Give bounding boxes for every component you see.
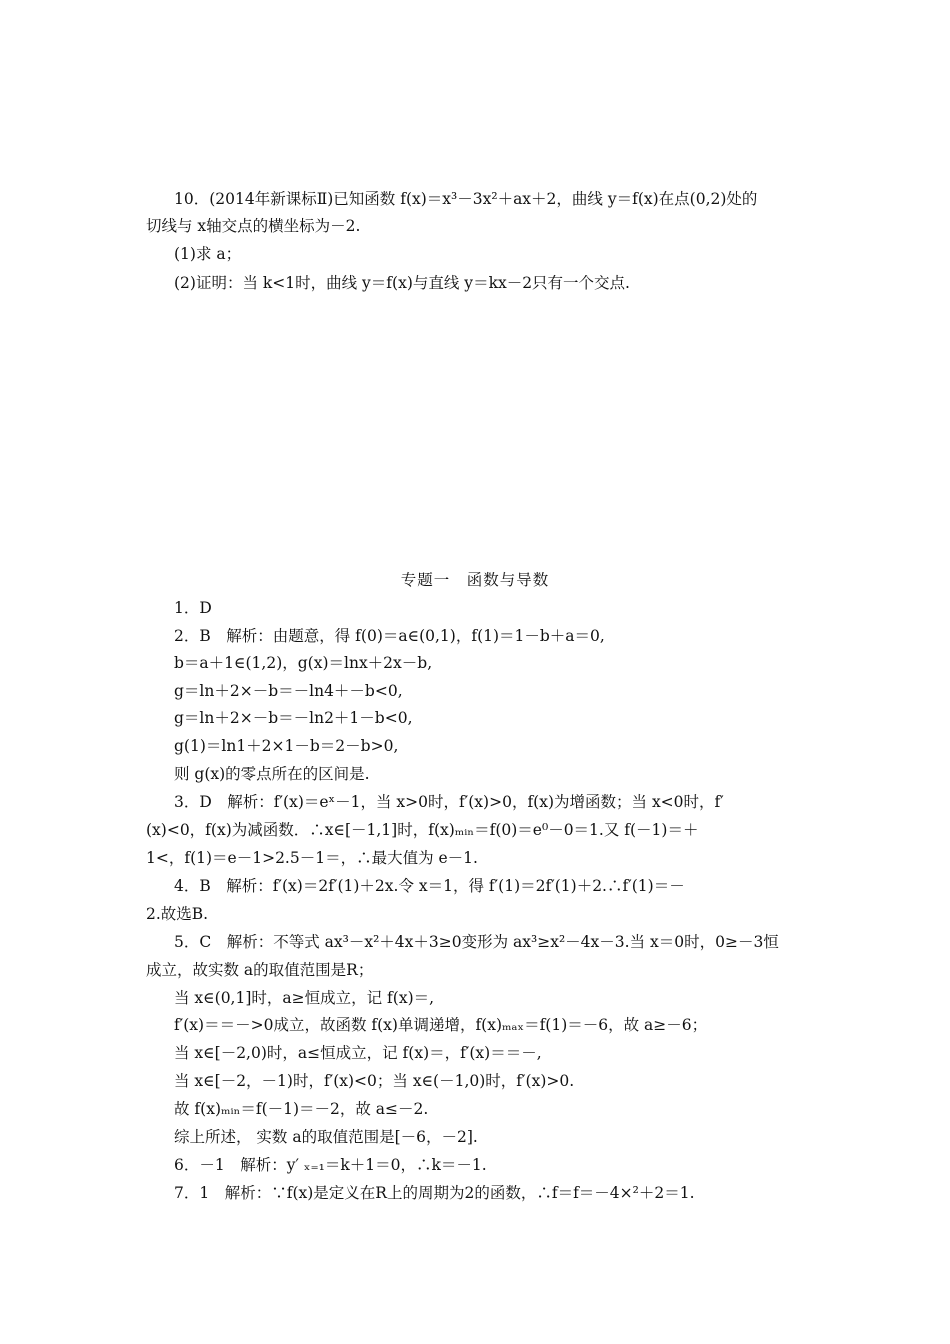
answer-line: 2．B 解析：由题意，得 f(0)＝a∈(0,1)，f(1)＝1－b＋a＝0, [174, 627, 605, 645]
answer-line: g(1)＝ln1＋2×1－b＝2－b>0, [174, 737, 399, 755]
answer-line: 当 x∈[－2，－1)时，f′(x)<0；当 x∈(－1,0)时，f′(x)>0. [174, 1072, 575, 1090]
problem-10-part-2: (2)证明：当 k<1时，曲线 y＝f(x)与直线 y＝kx－2只有一个交点. [174, 274, 630, 292]
answer-line: 7．1 解析：∵f(x)是定义在R上的周期为2的函数，∴f＝f＝－4×²＋2＝1. [174, 1184, 695, 1202]
answer-line: f′(x)＝＝－>0成立，故函数 f(x)单调递增，f(x)ₘₐₓ＝f(1)＝－6，故 a≥－6； [174, 1016, 708, 1034]
answer-line: 当 x∈(0,1]时，a≥恒成立，记 f(x)＝, [174, 989, 435, 1007]
answers-title: 专题一 函数与导数 [400, 571, 550, 589]
answer-line: 故 f(x)ₘᵢₙ＝f(－1)＝－2，故 a≤－2. [174, 1100, 429, 1118]
answer-line: 1．D [174, 599, 212, 617]
answer-line: 当 x∈[－2,0)时，a≤恒成立，记 f(x)＝，f′(x)＝＝－, [174, 1044, 542, 1062]
answer-line: g＝ln＋2×－b＝－ln4＋－b<0, [174, 682, 403, 700]
answer-line: 5．C 解析：不等式 ax³－x²＋4x＋3≥0变形为 ax³≥x²－4x－3.当 x＝0时，0≥－3恒 [174, 933, 779, 951]
answer-line: 成立，故实数 a的取值范围是R； [146, 961, 374, 979]
problem-10-line-1: 10．(2014年新课标Ⅱ)已知函数 f(x)＝x³－3x²＋ax＋2，曲线 y＝f(x)在点(0,2)处的 [174, 190, 758, 208]
answer-line: 3．D 解析：f′(x)＝eˣ－1，当 x>0时，f′(x)>0，f(x)为增函数；当 x<0时，f′ [174, 793, 724, 811]
answer-line: 1<，f(1)＝e－1>2.5－1＝，∴最大值为 e－1. [146, 849, 478, 867]
answer-line: 4．B 解析：f′(x)＝2f′(1)＋2x.令 x＝1，得 f′(1)＝2f′(1)＋2.∴f′(1)＝－ [174, 877, 685, 895]
answer-line: (x)<0，f(x)为减函数．∴x∈[－1,1]时，f(x)ₘᵢₙ＝f(0)＝e⁰－0＝1.又 f(－1)＝＋ [146, 821, 699, 839]
problem-10-line-2: 切线与 x轴交点的横坐标为－2. [146, 217, 361, 235]
problem-10-part-1: (1)求 a； [174, 245, 242, 263]
answer-line: b＝a＋1∈(1,2)，g(x)＝lnx＋2x－b, [174, 654, 433, 672]
answer-line: 则 g(x)的零点所在的区间是. [174, 765, 370, 783]
answer-line: g＝ln＋2×－b＝－ln2＋1－b<0, [174, 709, 413, 727]
answer-line: 2.故选B. [146, 905, 209, 923]
answer-line: 综上所述， 实数 a的取值范围是[－6，－2]. [174, 1128, 478, 1146]
answer-line: 6．－1 解析：y′ ₓ₌₁＝k＋1＝0，∴k＝－1. [174, 1156, 487, 1174]
